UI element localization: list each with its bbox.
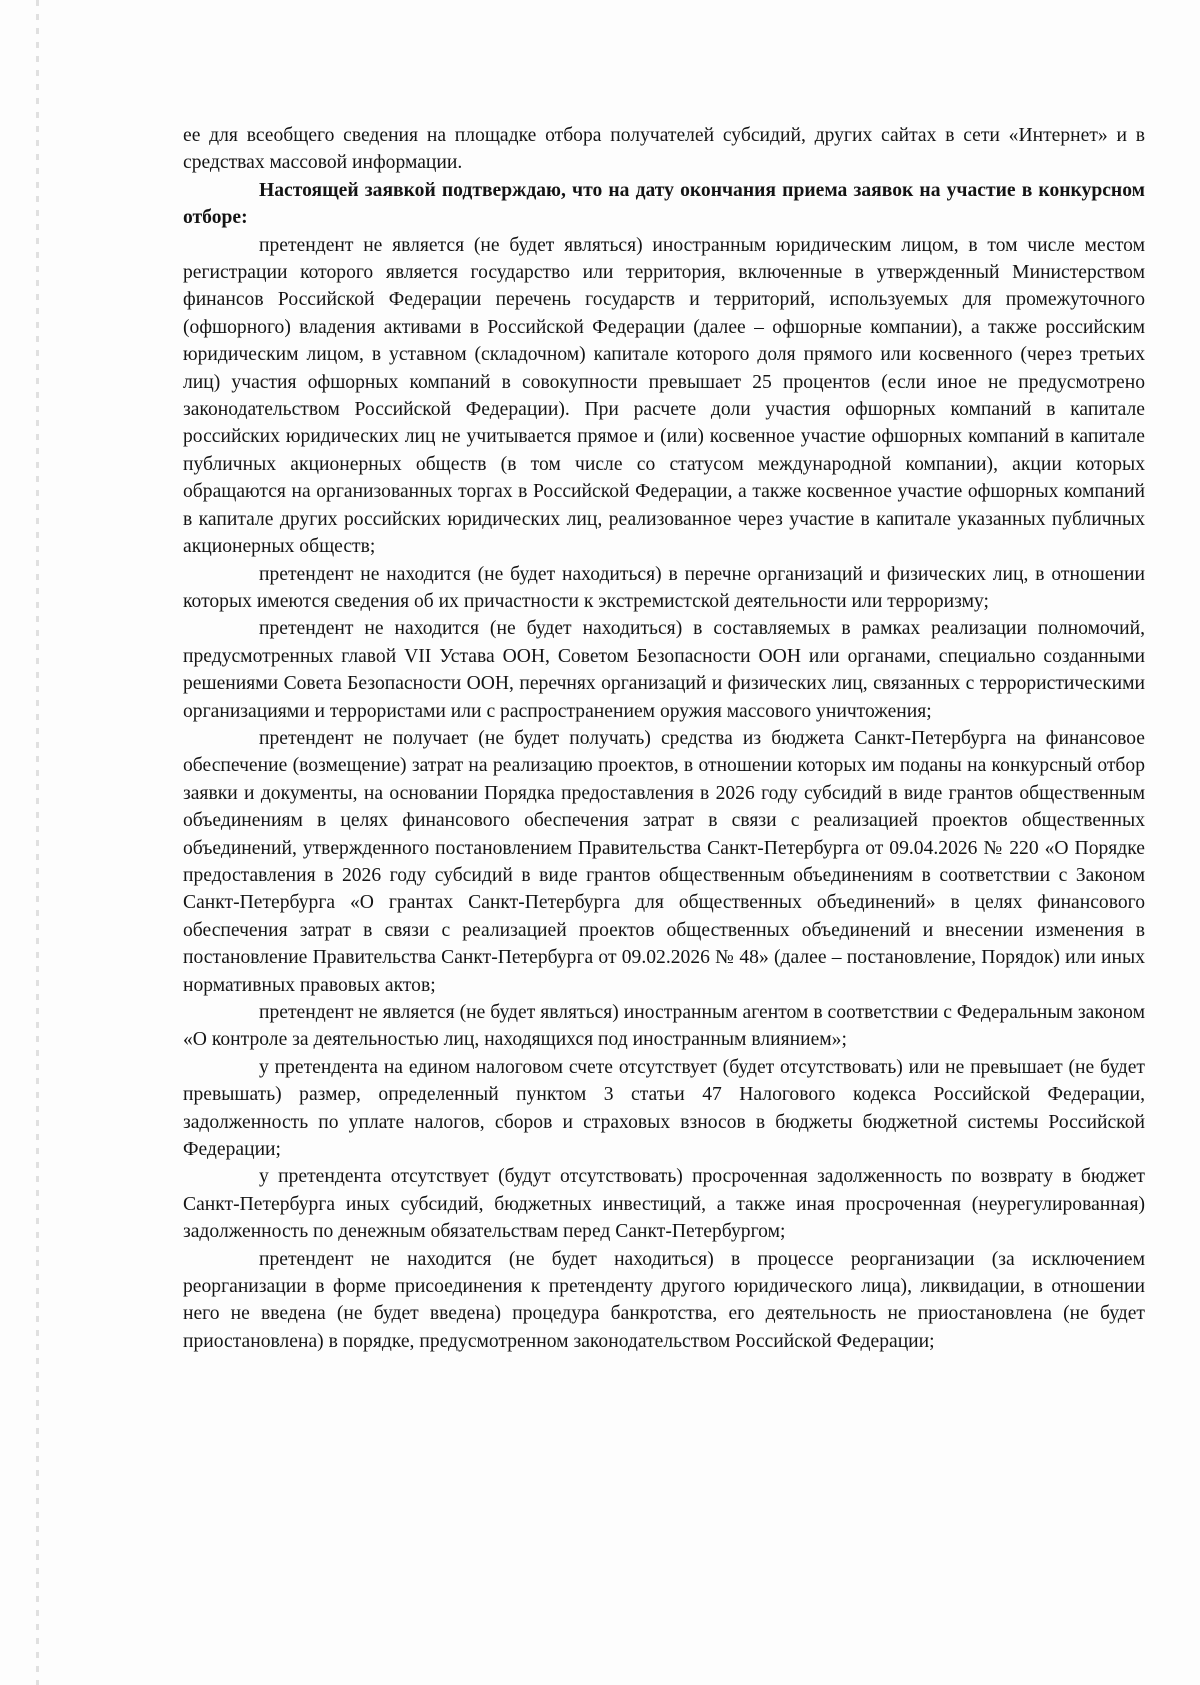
paragraph-tax-debt: у претендента на едином налоговом счете отсутствует (будет отсутствовать) или не превышает (не будет превышать) размер, определенный пунктом 3 статьи 47 Налогового кодекса Российской Федерации, задолженность по уплате налогов, сборов и страховых взносов в бюджеты бюджетной системы Российской Федерации; [183,1056,1145,1161]
scan-edge-artifact [36,0,39,1685]
paragraph-publication-consent: ее для всеобщего сведения на площадке отбора получателей субсидий, других сайтах в сети «Интернет» и в средствах массовой информации. [183,125,1145,174]
paragraph-no-budget-funds: претендент не получает (не будет получать) средства из бюджета Санкт-Петербурга на финансовое обеспечение (возмещение) затрат на реализацию проектов, в отношении которых им поданы на конкурсный отбор заявки и документы, на основании Порядка предоставления в 2026 году субсидий в виде грантов общественным объединениям в целях финансового обеспечения затрат в связи с реализацией проектов общественных объединений, утвержденного постановлением Правительства Санкт-Петербурга от 09.04.2026 № 220 «О Порядке предоставления в 2026 году субсидий в виде грантов общественным объединениям в соответствии с Законом Санкт-Петербурга «О грантах Санкт-Петербурга для общественных объединений» в целях финансового обеспечения затрат в связи с реализацией проектов общественных объединений и внесении изменения в постановление Правительства Санкт-Петербурга от 09.02.2026 № 48» (далее – постановление, Порядок) или иных нормативных правовых актов; [183,727,1145,996]
paragraph-reorganization: претендент не находится (не будет находиться) в процессе реорганизации (за исключением реорганизации в форме присоединения к претенденту другого юридического лица), ликвидации, в отношении него не введена (не будет введена) процедура банкротства, его деятельность не приостановлена (не будет приостановлена) в порядке, предусмотренном законодательством Российской Федерации; [183,1248,1145,1352]
document-body [183,122,1145,1355]
paragraph-foreign-agent: претендент не является (не будет являться) иностранным агентом в соответствии с Федеральным законом «О контроле за деятельностью лиц, находящихся под иностранным влиянием»; [183,1002,1145,1051]
paragraph-offshore-company: претендент не является (не будет являться) иностранным юридическим лицом, в том числе местом регистрации которого является государство или территория, включенные в утвержденный Министерством финансов Российской Федерации перечень государств и территорий, используемых для промежуточного (офшорного) владения активами в Российской Федерации (далее – офшорные компании), а также российским юридическим лицом, в уставном (складочном) капитале которого доля прямого или косвенного (через третьих лиц) участия офшорных компаний в совокупности превышает 25 процентов (если иное не предусмотрено законодательством Российской Федерации). При расчете доли участия офшорных компаний в капитале российских юридических лиц не учитывается прямое и (или) косвенное участие офшорных компаний в капитале публичных акционерных обществ (в том числе со статусом международной компании), акции которых обращаются на организованных торгах в Российской Федерации, а также косвенное участие офшорных компаний в капитале других российских юридических лиц, реализованное через участие в капитале указанных публичных акционерных обществ; [183,234,1145,558]
paragraph-extremism-list: претендент не находится (не будет находиться) в перечне организаций и физических лиц, в отношении которых имеются сведения об их причастности к экстремистской деятельности или терроризму; [183,563,1145,612]
paragraph-confirmation-heading: Настоящей заявкой подтверждаю, что на дату окончания приема заявок на участие в конкурсном отборе: [183,179,1145,229]
paragraph-overdue-debt: у претендента отсутствует (будут отсутствовать) просроченная задолженность по возврату в бюджет Санкт-Петербурга иных субсидий, бюджетных инвестиций, а также иная просроченная (неурегулированная) задолженность по денежным обязательствам перед Санкт-Петербургом; [183,1166,1145,1243]
paragraph-un-sanctions-list: претендент не находится (не будет находиться) в составляемых в рамках реализации полномочий, предусмотренных главой VII Устава ООН, Советом Безопасности ООН или органами, специально созданными решениями Совета Безопасности ООН, перечнях организаций и физических лиц, связанных с террористическими организациями и террористами или с распространением оружия массового уничтожения; [183,618,1145,722]
